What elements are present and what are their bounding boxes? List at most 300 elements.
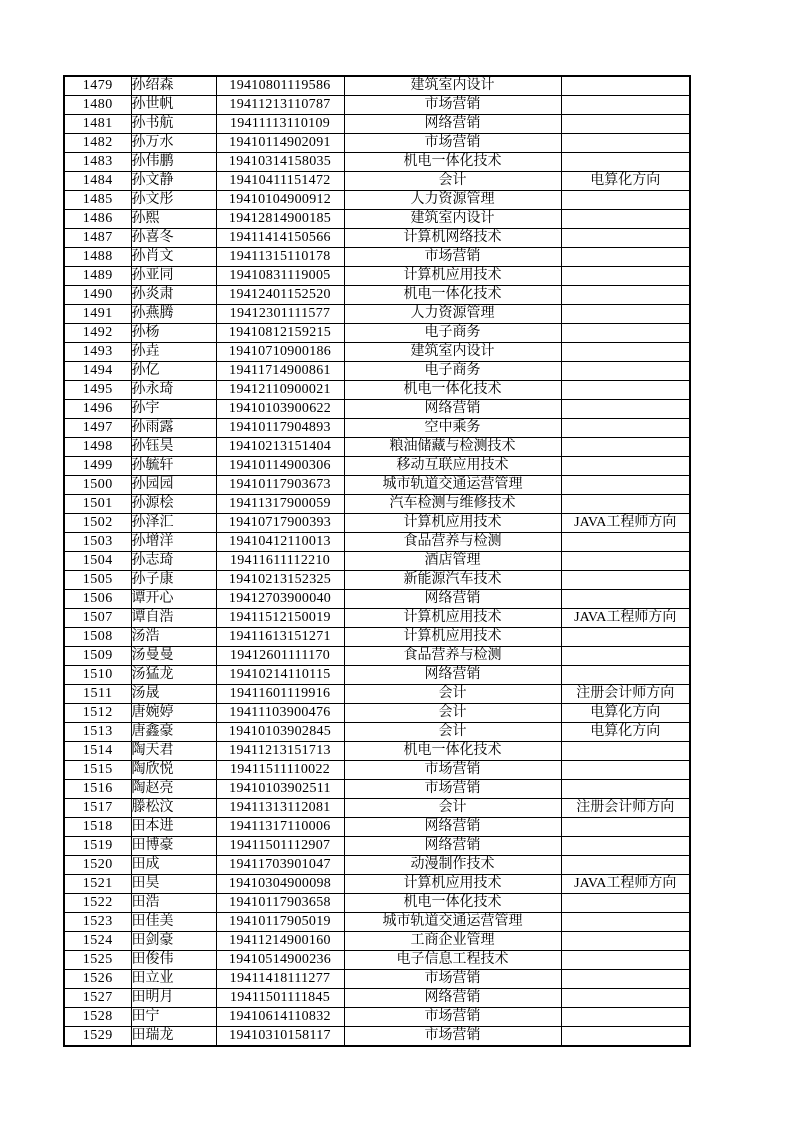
table-row: [64, 191, 690, 210]
cell-major: 网络营销: [344, 837, 561, 856]
cell-student-name: 孙垚: [131, 343, 216, 362]
cell-student-name: 孙喜冬: [131, 229, 216, 248]
table-row: [64, 780, 690, 799]
cell-student-name: 唐婉婷: [131, 704, 216, 723]
cell-sequence-number: 1522: [64, 894, 131, 913]
cell-major: 粮油储藏与检测技术: [344, 438, 561, 457]
cell-sequence-number: 1495: [64, 381, 131, 400]
cell-sequence-number: 1526: [64, 970, 131, 989]
cell-exam-id: 19412601111170: [216, 647, 344, 666]
cell-major: 市场营销: [344, 248, 561, 267]
table-row: [64, 875, 690, 894]
cell-student-name: 孙熙: [131, 210, 216, 229]
cell-major: 汽车检测与维修技术: [344, 495, 561, 514]
cell-exam-id: 19410103900622: [216, 400, 344, 419]
table-row: [64, 495, 690, 514]
cell-sequence-number: 1502: [64, 514, 131, 533]
cell-sequence-number: 1498: [64, 438, 131, 457]
cell-direction: [561, 647, 690, 666]
cell-major: 机电一体化技术: [344, 381, 561, 400]
cell-direction: [561, 96, 690, 115]
cell-direction: [561, 419, 690, 438]
cell-exam-id: 19411414150566: [216, 229, 344, 248]
cell-major: 计算机应用技术: [344, 628, 561, 647]
table-row: [64, 704, 690, 723]
cell-sequence-number: 1513: [64, 723, 131, 742]
student-table-body: [64, 76, 690, 1046]
cell-major: 网络营销: [344, 818, 561, 837]
cell-direction: [561, 552, 690, 571]
cell-major: 新能源汽车技术: [344, 571, 561, 590]
cell-sequence-number: 1488: [64, 248, 131, 267]
cell-major: 网络营销: [344, 400, 561, 419]
cell-exam-id: 19410117905019: [216, 913, 344, 932]
cell-direction: [561, 153, 690, 172]
cell-student-name: 孙世帆: [131, 96, 216, 115]
cell-sequence-number: 1493: [64, 343, 131, 362]
cell-sequence-number: 1528: [64, 1008, 131, 1027]
cell-major: 机电一体化技术: [344, 153, 561, 172]
cell-major: 网络营销: [344, 666, 561, 685]
cell-sequence-number: 1509: [64, 647, 131, 666]
cell-sequence-number: 1516: [64, 780, 131, 799]
table-row: [64, 324, 690, 343]
cell-major: 网络营销: [344, 115, 561, 134]
cell-major: 机电一体化技术: [344, 742, 561, 761]
table-row: [64, 533, 690, 552]
cell-direction: [561, 248, 690, 267]
cell-exam-id: 19411313112081: [216, 799, 344, 818]
cell-sequence-number: 1496: [64, 400, 131, 419]
cell-student-name: 田佳美: [131, 913, 216, 932]
cell-major: 工商企业管理: [344, 932, 561, 951]
cell-major: 人力资源管理: [344, 305, 561, 324]
cell-exam-id: 19412814900185: [216, 210, 344, 229]
cell-exam-id: 19411512150019: [216, 609, 344, 628]
cell-direction: 电算化方向: [561, 704, 690, 723]
cell-student-name: 田剑豪: [131, 932, 216, 951]
table-row: [64, 400, 690, 419]
cell-exam-id: 19410213151404: [216, 438, 344, 457]
cell-exam-id: 19412110900021: [216, 381, 344, 400]
cell-direction: [561, 856, 690, 875]
cell-exam-id: 19411213110787: [216, 96, 344, 115]
cell-student-name: 孙文静: [131, 172, 216, 191]
cell-exam-id: 19410710900186: [216, 343, 344, 362]
cell-direction: [561, 191, 690, 210]
cell-student-name: 孙泽汇: [131, 514, 216, 533]
cell-major: 空中乘务: [344, 419, 561, 438]
cell-major: 计算机应用技术: [344, 267, 561, 286]
table-row: [64, 76, 690, 96]
cell-exam-id: 19410614110832: [216, 1008, 344, 1027]
cell-exam-id: 19411317110006: [216, 818, 344, 837]
cell-exam-id: 19411703901047: [216, 856, 344, 875]
cell-exam-id: 19410514900236: [216, 951, 344, 970]
cell-major: 建筑室内设计: [344, 343, 561, 362]
cell-direction: 电算化方向: [561, 723, 690, 742]
cell-exam-id: 19412401152520: [216, 286, 344, 305]
cell-exam-id: 19410214110115: [216, 666, 344, 685]
cell-exam-id: 19411613151271: [216, 628, 344, 647]
cell-exam-id: 19410103902511: [216, 780, 344, 799]
cell-sequence-number: 1491: [64, 305, 131, 324]
table-row: [64, 571, 690, 590]
cell-direction: [561, 400, 690, 419]
cell-direction: [561, 951, 690, 970]
cell-major: 市场营销: [344, 970, 561, 989]
table-row: [64, 685, 690, 704]
cell-major: 会计: [344, 723, 561, 742]
cell-sequence-number: 1512: [64, 704, 131, 723]
table-row: [64, 476, 690, 495]
cell-sequence-number: 1524: [64, 932, 131, 951]
cell-major: 建筑室内设计: [344, 76, 561, 96]
table-row: [64, 742, 690, 761]
table-row: [64, 799, 690, 818]
cell-sequence-number: 1494: [64, 362, 131, 381]
cell-direction: [561, 457, 690, 476]
cell-student-name: 孙源桧: [131, 495, 216, 514]
cell-student-name: 滕松汶: [131, 799, 216, 818]
cell-sequence-number: 1501: [64, 495, 131, 514]
table-row: [64, 609, 690, 628]
cell-exam-id: 19410801119586: [216, 76, 344, 96]
cell-student-name: 田瑞龙: [131, 1027, 216, 1047]
cell-exam-id: 19410114900306: [216, 457, 344, 476]
cell-major: 市场营销: [344, 1027, 561, 1047]
table-row: [64, 381, 690, 400]
cell-direction: 电算化方向: [561, 172, 690, 191]
cell-direction: [561, 970, 690, 989]
table-row: [64, 210, 690, 229]
table-row: [64, 913, 690, 932]
cell-sequence-number: 1518: [64, 818, 131, 837]
cell-exam-id: 19411418111277: [216, 970, 344, 989]
cell-sequence-number: 1479: [64, 76, 131, 96]
cell-student-name: 孙燕腾: [131, 305, 216, 324]
cell-direction: [561, 229, 690, 248]
cell-major: 城市轨道交通运营管理: [344, 476, 561, 495]
cell-direction: JAVA工程师方向: [561, 514, 690, 533]
cell-exam-id: 19411601119916: [216, 685, 344, 704]
cell-student-name: 谭自浩: [131, 609, 216, 628]
cell-exam-id: 19411714900861: [216, 362, 344, 381]
cell-student-name: 孙伟鹏: [131, 153, 216, 172]
cell-exam-id: 19410103902845: [216, 723, 344, 742]
cell-exam-id: 19410117903658: [216, 894, 344, 913]
cell-direction: [561, 324, 690, 343]
cell-sequence-number: 1517: [64, 799, 131, 818]
cell-sequence-number: 1500: [64, 476, 131, 495]
cell-sequence-number: 1523: [64, 913, 131, 932]
cell-sequence-number: 1515: [64, 761, 131, 780]
cell-sequence-number: 1497: [64, 419, 131, 438]
table-row: [64, 837, 690, 856]
cell-exam-id: 19410314158035: [216, 153, 344, 172]
cell-exam-id: 19410304900098: [216, 875, 344, 894]
cell-student-name: 陶天君: [131, 742, 216, 761]
cell-student-name: 孙增洋: [131, 533, 216, 552]
cell-exam-id: 19410831119005: [216, 267, 344, 286]
cell-direction: [561, 286, 690, 305]
cell-student-name: 汤浩: [131, 628, 216, 647]
cell-direction: JAVA工程师方向: [561, 875, 690, 894]
cell-student-name: 孙文彤: [131, 191, 216, 210]
cell-major: 会计: [344, 704, 561, 723]
cell-sequence-number: 1492: [64, 324, 131, 343]
cell-student-name: 汤曼曼: [131, 647, 216, 666]
cell-direction: [561, 837, 690, 856]
cell-major: 计算机网络技术: [344, 229, 561, 248]
table-row: [64, 590, 690, 609]
cell-major: 计算机应用技术: [344, 609, 561, 628]
cell-exam-id: 19411501111845: [216, 989, 344, 1008]
table-row: [64, 153, 690, 172]
cell-direction: [561, 628, 690, 647]
cell-exam-id: 19411315110178: [216, 248, 344, 267]
table-row: [64, 970, 690, 989]
cell-student-name: 孙绍森: [131, 76, 216, 96]
cell-sequence-number: 1486: [64, 210, 131, 229]
cell-major: 食品营养与检测: [344, 533, 561, 552]
table-row: [64, 305, 690, 324]
table-row: [64, 761, 690, 780]
cell-student-name: 田宁: [131, 1008, 216, 1027]
cell-sequence-number: 1481: [64, 115, 131, 134]
cell-direction: [561, 134, 690, 153]
cell-major: 会计: [344, 172, 561, 191]
table-row: [64, 666, 690, 685]
cell-major: 电子商务: [344, 362, 561, 381]
table-row: [64, 229, 690, 248]
table-row: [64, 1027, 690, 1047]
cell-student-name: 孙书航: [131, 115, 216, 134]
table-row: [64, 647, 690, 666]
table-row: [64, 951, 690, 970]
cell-student-name: 孙雨露: [131, 419, 216, 438]
table-row: [64, 457, 690, 476]
table-row: [64, 343, 690, 362]
cell-direction: [561, 343, 690, 362]
cell-student-name: 田明月: [131, 989, 216, 1008]
cell-sequence-number: 1507: [64, 609, 131, 628]
cell-direction: [561, 476, 690, 495]
cell-major: 市场营销: [344, 134, 561, 153]
cell-student-name: 汤晟: [131, 685, 216, 704]
cell-direction: [561, 381, 690, 400]
cell-direction: [561, 76, 690, 96]
cell-student-name: 汤猛龙: [131, 666, 216, 685]
cell-sequence-number: 1506: [64, 590, 131, 609]
cell-sequence-number: 1483: [64, 153, 131, 172]
cell-direction: [561, 495, 690, 514]
cell-student-name: 田本进: [131, 818, 216, 837]
table-row: [64, 894, 690, 913]
cell-direction: [561, 115, 690, 134]
cell-major: 人力资源管理: [344, 191, 561, 210]
table-row: [64, 723, 690, 742]
cell-direction: [561, 305, 690, 324]
table-row: [64, 172, 690, 191]
cell-major: 网络营销: [344, 590, 561, 609]
cell-exam-id: 19411611112210: [216, 552, 344, 571]
cell-student-name: 谭开心: [131, 590, 216, 609]
cell-major: 机电一体化技术: [344, 286, 561, 305]
cell-sequence-number: 1489: [64, 267, 131, 286]
student-roster-table: [63, 75, 691, 1047]
cell-sequence-number: 1487: [64, 229, 131, 248]
cell-exam-id: 19411103900476: [216, 704, 344, 723]
table-row: [64, 134, 690, 153]
cell-exam-id: 19411501112907: [216, 837, 344, 856]
cell-direction: [561, 989, 690, 1008]
cell-exam-id: 19410411151472: [216, 172, 344, 191]
table-row: [64, 989, 690, 1008]
table-row: [64, 514, 690, 533]
cell-direction: [561, 571, 690, 590]
cell-direction: JAVA工程师方向: [561, 609, 690, 628]
cell-direction: 注册会计师方向: [561, 685, 690, 704]
cell-direction: [561, 1027, 690, 1047]
cell-direction: [561, 761, 690, 780]
cell-exam-id: 19410310158117: [216, 1027, 344, 1047]
cell-major: 移动互联应用技术: [344, 457, 561, 476]
cell-sequence-number: 1499: [64, 457, 131, 476]
cell-direction: [561, 666, 690, 685]
cell-direction: [561, 1008, 690, 1027]
cell-sequence-number: 1505: [64, 571, 131, 590]
cell-exam-id: 19411511110022: [216, 761, 344, 780]
table-row: [64, 628, 690, 647]
table-row: [64, 419, 690, 438]
cell-direction: [561, 210, 690, 229]
cell-sequence-number: 1480: [64, 96, 131, 115]
cell-direction: [561, 742, 690, 761]
cell-student-name: 田成: [131, 856, 216, 875]
cell-major: 市场营销: [344, 1008, 561, 1027]
cell-major: 市场营销: [344, 761, 561, 780]
cell-sequence-number: 1514: [64, 742, 131, 761]
cell-exam-id: 19410117903673: [216, 476, 344, 495]
cell-student-name: 田昊: [131, 875, 216, 894]
table-row: [64, 932, 690, 951]
table-row: [64, 267, 690, 286]
cell-exam-id: 19410812159215: [216, 324, 344, 343]
cell-student-name: 孙永琦: [131, 381, 216, 400]
cell-student-name: 孙炎肃: [131, 286, 216, 305]
cell-major: 机电一体化技术: [344, 894, 561, 913]
cell-exam-id: 19411317900059: [216, 495, 344, 514]
cell-student-name: 田俊伟: [131, 951, 216, 970]
cell-major: 城市轨道交通运营管理: [344, 913, 561, 932]
cell-sequence-number: 1527: [64, 989, 131, 1008]
cell-student-name: 孙宇: [131, 400, 216, 419]
cell-sequence-number: 1519: [64, 837, 131, 856]
cell-sequence-number: 1482: [64, 134, 131, 153]
cell-sequence-number: 1510: [64, 666, 131, 685]
cell-student-name: 田立业: [131, 970, 216, 989]
cell-exam-id: 19411214900160: [216, 932, 344, 951]
table-row: [64, 115, 690, 134]
cell-sequence-number: 1490: [64, 286, 131, 305]
cell-direction: [561, 780, 690, 799]
cell-major: 会计: [344, 685, 561, 704]
cell-student-name: 唐鑫豪: [131, 723, 216, 742]
cell-sequence-number: 1484: [64, 172, 131, 191]
cell-direction: [561, 818, 690, 837]
cell-student-name: 孙杨: [131, 324, 216, 343]
cell-student-name: 孙肖文: [131, 248, 216, 267]
table-row: [64, 96, 690, 115]
cell-sequence-number: 1525: [64, 951, 131, 970]
cell-sequence-number: 1508: [64, 628, 131, 647]
cell-student-name: 陶赵亮: [131, 780, 216, 799]
cell-student-name: 孙钰昊: [131, 438, 216, 457]
cell-major: 市场营销: [344, 96, 561, 115]
table-row: [64, 286, 690, 305]
cell-major: 食品营养与检测: [344, 647, 561, 666]
cell-student-name: 孙子康: [131, 571, 216, 590]
table-row: [64, 248, 690, 267]
cell-major: 会计: [344, 799, 561, 818]
cell-student-name: 孙志琦: [131, 552, 216, 571]
cell-major: 网络营销: [344, 989, 561, 1008]
cell-exam-id: 19410114902091: [216, 134, 344, 153]
cell-direction: [561, 362, 690, 381]
cell-student-name: 孙亚同: [131, 267, 216, 286]
cell-student-name: 孙毓轩: [131, 457, 216, 476]
cell-direction: [561, 267, 690, 286]
table-row: [64, 552, 690, 571]
cell-major: 电子信息工程技术: [344, 951, 561, 970]
cell-direction: [561, 913, 690, 932]
cell-exam-id: 19412301111577: [216, 305, 344, 324]
table-row: [64, 438, 690, 457]
cell-exam-id: 19410117904893: [216, 419, 344, 438]
table-row: [64, 818, 690, 837]
cell-direction: [561, 590, 690, 609]
cell-exam-id: 19410717900393: [216, 514, 344, 533]
cell-major: 计算机应用技术: [344, 875, 561, 894]
cell-direction: [561, 533, 690, 552]
table-row: [64, 362, 690, 381]
cell-major: 建筑室内设计: [344, 210, 561, 229]
cell-major: 市场营销: [344, 780, 561, 799]
cell-student-name: 孙亿: [131, 362, 216, 381]
cell-direction: [561, 932, 690, 951]
cell-sequence-number: 1529: [64, 1027, 131, 1047]
cell-direction: [561, 438, 690, 457]
cell-major: 酒店管理: [344, 552, 561, 571]
cell-exam-id: 19410412110013: [216, 533, 344, 552]
cell-student-name: 陶欣悦: [131, 761, 216, 780]
cell-sequence-number: 1521: [64, 875, 131, 894]
cell-direction: [561, 894, 690, 913]
cell-exam-id: 19411213151713: [216, 742, 344, 761]
cell-sequence-number: 1504: [64, 552, 131, 571]
cell-sequence-number: 1520: [64, 856, 131, 875]
cell-major: 电子商务: [344, 324, 561, 343]
cell-major: 计算机应用技术: [344, 514, 561, 533]
cell-student-name: 孙园园: [131, 476, 216, 495]
cell-exam-id: 19410104900912: [216, 191, 344, 210]
cell-student-name: 田博豪: [131, 837, 216, 856]
cell-sequence-number: 1485: [64, 191, 131, 210]
cell-sequence-number: 1511: [64, 685, 131, 704]
cell-exam-id: 19410213152325: [216, 571, 344, 590]
table-row: [64, 856, 690, 875]
